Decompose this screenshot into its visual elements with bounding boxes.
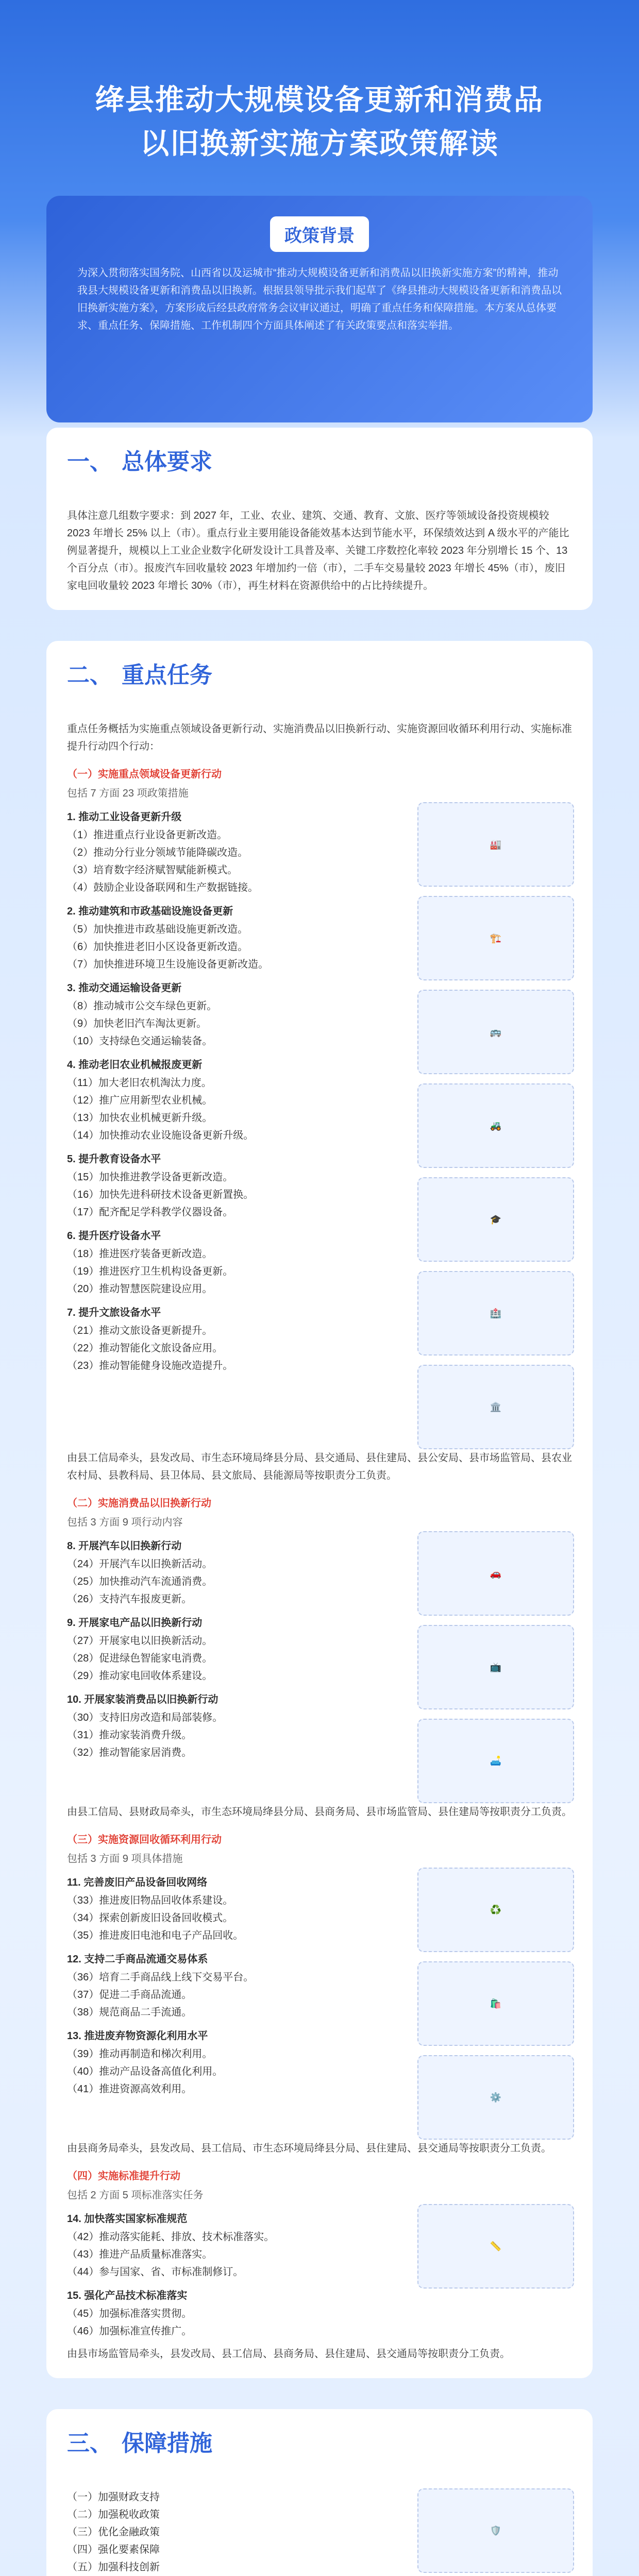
item-3-title: 3. 推动交通运输设备更新 xyxy=(67,982,182,994)
standards-illustration: 📏 xyxy=(417,2204,574,2289)
recycle-illustration: ♻️ xyxy=(417,1868,574,1952)
item-1-li: （4）鼓励企业设备联网和生产数据链接。 xyxy=(67,882,259,893)
group-1-head: （一）实施重点领域设备更新行动 xyxy=(67,769,222,780)
item-3-li: （8）推动城市公交车绿色更新。 xyxy=(67,1001,217,1012)
item-14-li: （42）推动落实能耗、排放、技术标准落实。 xyxy=(67,2231,275,2243)
item-13-li: （39）推动再制造和梯次利用。 xyxy=(67,2048,213,2060)
hero xyxy=(0,0,639,331)
medical-illustration: 🏥 xyxy=(417,1271,574,1355)
section-1-title xyxy=(46,428,593,492)
item-9-list xyxy=(67,1632,407,1685)
home-illustration: 🛋️ xyxy=(417,1719,574,1803)
section-1-text: 总体要求 xyxy=(122,449,212,474)
policy-background-text: 为深入贯彻落实国务院、山西省以及运城市“推动大规模设备更新和消费品以旧换新实施方案”的精神，推动我县大规模设备更新和消费品以旧换新。根据县领导批示我们起草了《绛县推动大规模设备更新和消费品以旧换新实施方案》，方案形成后经县政府常务会议审议通过，明确了重点任务和保障措施。本方案从总体要求、重点任务、保障措施、工作机制四个方面具体阐述了有关政策要点和落实举措。 xyxy=(77,267,562,331)
item-1-li: （1）推进重点行业设备更新改造。 xyxy=(67,829,228,841)
group-1-content xyxy=(67,802,572,1449)
item-3-list xyxy=(67,997,407,1050)
item-2-list xyxy=(67,921,407,973)
item-9-li: （27）开展家电以旧换新活动。 xyxy=(67,1635,213,1647)
section-2-title xyxy=(46,641,593,705)
item-4-li: （13）加快农业机械更新升级。 xyxy=(67,1112,213,1124)
item-6-list xyxy=(67,1245,407,1298)
item-2-title: 2. 推动建筑和市政基础设施设备更新 xyxy=(67,906,233,917)
item-15-li: （45）加强标准落实贯彻。 xyxy=(67,2308,192,2319)
section-3-list xyxy=(67,2488,407,2576)
education-illustration: 🎓 xyxy=(417,1177,574,1262)
group-4-tail: 由县市场监管局牵头，县发改局、县工信局、县商务局、县住建局、县交通局等按职责分工负责。 xyxy=(67,2348,510,2360)
item-15-title: 15. 强化产品技术标准落实 xyxy=(67,2290,188,2301)
item-14-li: （43）推进产品质量标准落实。 xyxy=(67,2249,213,2260)
item-7-list xyxy=(67,1322,407,1375)
group-3-tail: 由县商务局牵头，县发改局、县工信局、市生态环境局绛县分局、县住建局、县交通局等按职责分工负责。 xyxy=(67,2143,551,2154)
item-4-title: 4. 推动老旧农业机械报废更新 xyxy=(67,1059,203,1071)
construction-illustration: 🏗️ xyxy=(417,896,574,980)
section-3-body xyxy=(46,2473,593,2576)
item-8-li: （26）支持汽车报废更新。 xyxy=(67,1594,192,1605)
item-9-li: （28）促进绿色智能家电消费。 xyxy=(67,1653,213,1664)
appliance-illustration: 📺 xyxy=(417,1625,574,1709)
item-1-title: 1. 推动工业设备更新升级 xyxy=(67,811,182,823)
item-10-li: （31）推动家装消费升级。 xyxy=(67,1730,192,1741)
group-1-tail: 由县工信局牵头，县发改局、市生态环境局绛县分局、县交通局、县住建局、县公安局、县市场监管局、县农业农村局、县教科局、县卫体局、县文旅局、县能源局等按职责分工负责。 xyxy=(67,1452,572,1481)
item-10-title: 10. 开展家装消费品以旧换新行动 xyxy=(67,1694,218,1705)
s3-li: （四）强化要素保障 xyxy=(67,2544,160,2555)
item-8-li: （25）加快推动汽车流通消费。 xyxy=(67,1576,213,1587)
item-10-li: （30）支持旧房改造和局部装修。 xyxy=(67,1712,223,1723)
item-4-li: （14）加快推动农业设施设备更新升级。 xyxy=(67,1130,254,1141)
group-4-sub: 包括 2 方面 5 项标准落实任务 xyxy=(67,2190,204,2201)
item-5-list xyxy=(67,1168,407,1221)
s3-li: （二）加强税收政策 xyxy=(67,2509,160,2520)
item-13-li: （41）推进资源高效利用。 xyxy=(67,2083,192,2095)
item-12-li: （36）培育二手商品线上线下交易平台。 xyxy=(67,1972,254,1983)
agriculture-illustration: 🚜 xyxy=(417,1083,574,1168)
item-8-title: 8. 开展汽车以旧换新行动 xyxy=(67,1540,182,1552)
item-1-li: （3）培育数字经济赋智赋能新模式。 xyxy=(67,865,238,876)
item-9-title: 9. 开展家电产品以旧换新行动 xyxy=(67,1617,203,1629)
item-8-list xyxy=(67,1555,407,1608)
item-6-title: 6. 提升医疗设备水平 xyxy=(67,1230,161,1242)
item-14-list xyxy=(67,2228,407,2281)
s3-li: （五）加强科技创新 xyxy=(67,2562,160,2573)
culture-illustration: 🏛️ xyxy=(417,1365,574,1449)
item-14-title: 14. 加快落实国家标准规范 xyxy=(67,2213,188,2225)
item-12-list xyxy=(67,1969,407,2021)
item-7-title: 7. 提升文旅设备水平 xyxy=(67,1307,161,1318)
item-11-li: （35）推进废旧电池和电子产品回收。 xyxy=(67,1930,244,1941)
item-5-li: （17）配齐配足学科教学仪器设备。 xyxy=(67,1207,233,1218)
section-1-number: 一、 xyxy=(67,449,112,474)
item-3-li: （9）加快老旧汽车淘汰更新。 xyxy=(67,1018,207,1029)
item-7-li: （21）推动文旅设备更新提升。 xyxy=(67,1325,213,1336)
section-2-body xyxy=(46,705,593,2378)
group-2-tail: 由县工信局、县财政局牵头，市生态环境局绛县分局、县商务局、县市场监管局、县住建局等按职责分工负责。 xyxy=(67,1806,572,1818)
section-3-title xyxy=(46,2409,593,2473)
s3-li: （三）优化金融政策 xyxy=(67,2527,160,2538)
item-12-li: （38）规范商品二手流通。 xyxy=(67,2007,192,2018)
item-10-list xyxy=(67,1709,407,1761)
item-2-li: （5）加快推进市政基础设施更新改造。 xyxy=(67,924,248,935)
item-15-list xyxy=(67,2305,407,2340)
item-3-li: （10）支持绿色交通运输装备。 xyxy=(67,1036,213,1047)
item-4-list xyxy=(67,1074,407,1144)
item-7-li: （22）推动智能化文旅设备应用。 xyxy=(67,1343,223,1354)
section-1-body xyxy=(46,492,593,610)
car-illustration: 🚗 xyxy=(417,1531,574,1616)
item-5-li: （16）加快先进科研技术设备更新置换。 xyxy=(67,1189,254,1200)
guarantee-illustration: 🛡️ xyxy=(417,2488,574,2573)
item-14-li: （44）参与国家、省、市标准制修订。 xyxy=(67,2266,244,2278)
group-1-sub: 包括 7 方面 23 项政策措施 xyxy=(67,788,189,799)
section-3-number: 三、 xyxy=(67,2431,112,2456)
group-2-head: （二）实施消费品以旧换新行动 xyxy=(67,1498,211,1509)
item-15-li: （46）加强标准宣传推广。 xyxy=(67,2326,192,2337)
group-3-head: （三）实施资源回收循环利用行动 xyxy=(67,1834,222,1845)
section-2-intro: 重点任务概括为实施重点领域设备更新行动、实施消费品以旧换新行动、实施资源回收循环利用行动、实施标准提升行动四个行动： xyxy=(67,723,572,752)
industry-illustration: 🏭 xyxy=(417,802,574,887)
section-3-text: 保障措施 xyxy=(122,2431,212,2456)
group-2-content xyxy=(67,1531,572,1803)
item-11-list xyxy=(67,1892,407,1944)
item-12-li: （37）促进二手商品流通。 xyxy=(67,1989,192,2001)
item-13-li: （40）推动产品设备高值化利用。 xyxy=(67,2066,223,2077)
section-3-content xyxy=(67,2488,572,2576)
item-1-list xyxy=(67,826,407,896)
group-4-head: （四）实施标准提升行动 xyxy=(67,2171,180,2182)
item-12-title: 12. 支持二手商品流通交易体系 xyxy=(67,1954,208,1965)
item-10-li: （32）推动智能家居消费。 xyxy=(67,1747,192,1758)
page-title-line2: 以旧换新实施方案政策解读 xyxy=(140,127,499,160)
item-2-li: （7）加快推进环境卫生设施设备更新改造。 xyxy=(67,959,269,970)
item-6-li: （20）推动智慧医院建设应用。 xyxy=(67,1283,213,1295)
policy-background-tag: 政策背景 xyxy=(270,216,369,252)
section-2-number: 二、 xyxy=(67,663,112,688)
item-9-li: （29）推动家电回收体系建设。 xyxy=(67,1670,213,1682)
item-11-title: 11. 完善废旧产品设备回收网络 xyxy=(67,1877,208,1888)
item-7-li: （23）推动智能健身设施改造提升。 xyxy=(67,1360,233,1371)
page-title-line1: 绛县推动大规模设备更新和消费品 xyxy=(95,83,544,116)
item-1-li: （2）推动分行业分领域节能降碳改造。 xyxy=(67,847,248,858)
s3-li: （一）加强财政支持 xyxy=(67,2492,160,2503)
traffic-illustration: 🚌 xyxy=(417,990,574,1074)
group-3-sub: 包括 3 方面 9 项具体措施 xyxy=(67,1853,183,1865)
item-11-li: （34）探索创新废旧设备回收模式。 xyxy=(67,1912,233,1924)
item-6-li: （19）推进医疗卫生机构设备更新。 xyxy=(67,1266,233,1277)
item-13-list xyxy=(67,2045,407,2098)
item-11-li: （33）推进废旧物品回收体系建设。 xyxy=(67,1895,233,1906)
group-4-content xyxy=(67,2204,572,2345)
group-2-sub: 包括 3 方面 9 项行动内容 xyxy=(67,1517,183,1528)
resource-illustration: ⚙️ xyxy=(417,2055,574,2140)
item-2-li: （6）加快推进老旧小区设备更新改造。 xyxy=(67,941,248,953)
section-1-paragraph: 具体注意几组数字要求：到 2027 年，工业、农业、建筑、交通、教育、文旅、医疗等领域设备投资规模较 2023 年增长 25% 以上（市）。重点行业主要用能设备能效基本达到节能水平，环保绩效达到 A 级水平的产能比例显著提升，规模以上工业企业数字化研发设计工具普及率、关键工序数控化率较 2023 年分别增长 15 个、13 个百分点（市）。报废汽车回收量较 2023 年增加约一倍（市），二手车交易量较 2023 年增长 45%（市），废旧家电回收量较 2023 年增长 30%（市），再生材料在资源供给中的占比持续提升。 xyxy=(67,510,569,591)
item-5-title: 5. 提升教育设备水平 xyxy=(67,1154,161,1165)
policy-background-card xyxy=(46,196,593,422)
section-2-text: 重点任务 xyxy=(122,663,212,688)
secondhand-illustration: 🛍️ xyxy=(417,1961,574,2046)
item-8-li: （24）开展汽车以旧换新活动。 xyxy=(67,1558,213,1570)
item-6-li: （18）推进医疗装备更新改造。 xyxy=(67,1248,213,1260)
item-5-li: （15）加快推进教学设备更新改造。 xyxy=(67,1172,233,1183)
item-4-li: （11）加大老旧农机淘汰力度。 xyxy=(67,1077,212,1089)
item-4-li: （12）推广应用新型农业机械。 xyxy=(67,1095,213,1106)
group-3-content xyxy=(67,1868,572,2140)
item-13-title: 13. 推进废弃物资源化利用水平 xyxy=(67,2030,208,2042)
